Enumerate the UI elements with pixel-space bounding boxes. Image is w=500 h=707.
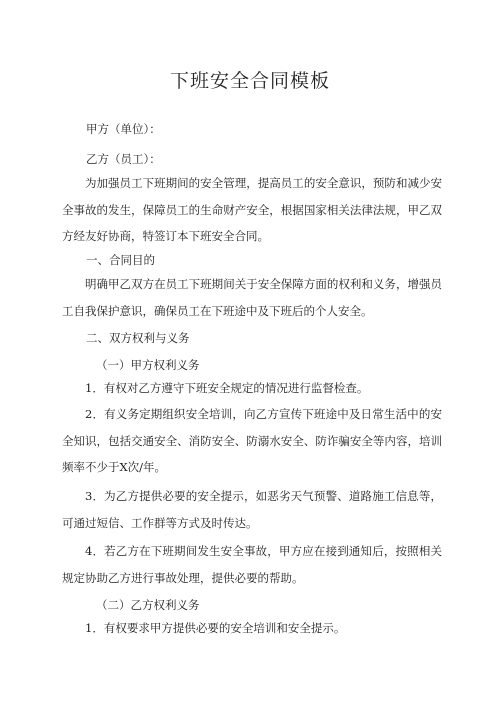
- party-b-item-1: 1．有权要求甲方提供必要的安全培训和安全提示。: [85, 621, 346, 635]
- section-1-paragraph: 明确甲乙双方在员工下班期间关于安全保障方面的权利和义务，增强员工自我保护意识，确保员工在下班途中及下班后的个人安全。: [62, 277, 442, 318]
- party-a-item-1: 1．有权对乙方遵守下班安全规定的情况进行监督检查。: [85, 381, 369, 395]
- section-1-heading: 一、合同目的: [86, 253, 155, 267]
- party-a-item-3: 3．为乙方提供必要的安全提示，如恶劣天气预警、道路施工信息等，可通过短信、工作群等方式及时传达。: [62, 489, 442, 530]
- document-title: 下班安全合同模板: [169, 70, 330, 92]
- party-a-item-2: 2．有义务定期组织安全培训，向乙方宣传下班途中及日常生活中的安全知识，包括交通安全、消防安全、防溺水安全、防诈骗安全等内容，培训频率不少于X次/年。: [62, 407, 442, 475]
- subsection-a-heading: （一）甲方权利义务: [96, 358, 200, 372]
- preamble-paragraph: 为加强员工下班期间的安全管理，提高员工的安全意识，预防和减少安全事故的发生，保障员工的生命财产安全，根据国家相关法律法规，甲乙双方经友好协商，特签订本下班安全合同。: [62, 176, 442, 244]
- section-2-heading: 二、双方权利与义务: [86, 331, 190, 345]
- subsection-b-heading: （二）乙方权利义务: [96, 598, 200, 612]
- party-b-line: 乙方（员工）：: [86, 152, 161, 166]
- party-a-line: 甲方（单位）：: [86, 122, 161, 136]
- party-a-item-4: 4．若乙方在下班期间发生安全事故，甲方应在接到通知后，按照相关规定协助乙方进行事故处理，提供必要的帮助。: [62, 544, 442, 585]
